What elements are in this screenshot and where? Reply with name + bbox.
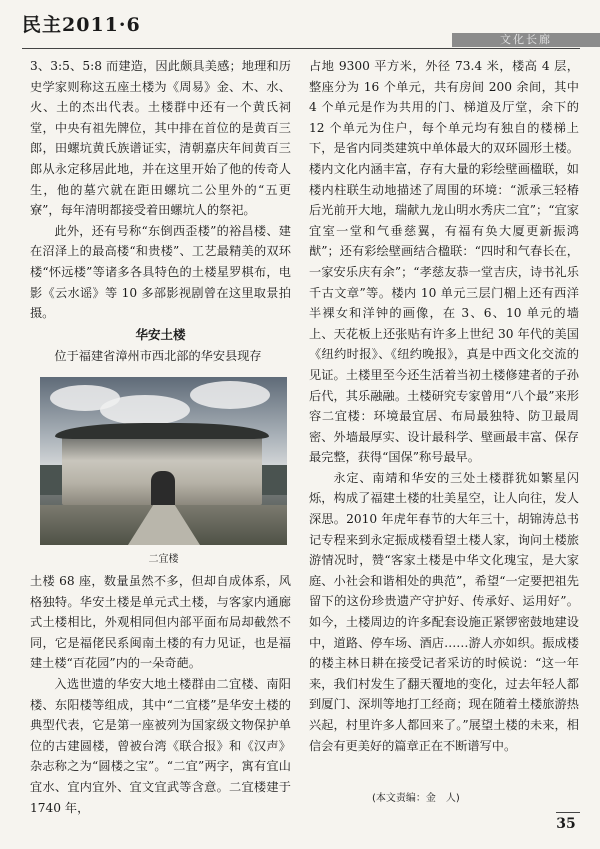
left-column-bottom — [30, 571, 291, 818]
paragraph: 入选世遗的华安大地土楼群由二宜楼、南阳楼、东阳楼等组成，其中“二宜楼”是华安土楼的典型代表，它是第一座被列为国家级文物保护单位的古建圆楼，曾被台湾《联合报》和《汉声》杂志称之为“圆楼之宝”。“二宜”两字，寓有宜山宜水、宜内宜外、宜文宜武等含意。二宜楼建于 1740 年， — [30, 676, 291, 815]
paragraph: 3、3:5、5:8 而建造，因此颇具美感；地理和历史学家则称这五座土楼为《周易》金、木、水、火、土的杰出代表。土楼群中还有一个黄氏祠堂，中央有祖先牌位，其中排在首位的是黄百三郎，田螺坑黄氏族谱证实，清朝嘉庆年间黄百三郎从永定移居此地，并在这里开始了他的传奇人生，他的墓穴就在距田螺坑二公里外的“五更寮”，每年清明都接受着田螺坑人的祭祀。 — [30, 59, 291, 218]
magazine-masthead: 民主2011·6 — [22, 14, 141, 36]
paragraph: 位于福建省漳州市西北部的华安县现存 — [54, 349, 262, 363]
photo-caption: 二宜楼 — [148, 554, 179, 565]
paragraph: 土楼 68 座，数量虽然不多，但却自成体系，风格独特。华安土楼是单元式土楼，与客家内通廊式土楼相比，外观相同但内部平面布局却截然不同，它是福佬民系闽南土楼的有力见证，也是福建土楼“百花园”内的一朵奇葩。 — [30, 574, 291, 671]
page-number: 35 — [556, 816, 576, 832]
editor-credit: (本文责编：金 人) — [372, 793, 460, 804]
paragraph: 此外，还有号称“东倒西歪楼”的裕昌楼、建在沼泽上的最高楼“和贵楼”、工艺最精美的双环楼“怀远楼”等诸多各具特色的土楼星罗棋布，电影《云水谣》等 10 多部影视剧曾在这里取景拍摄。 — [30, 223, 291, 321]
paragraph: 占地 9300 平方米，外径 73.4 米，楼高 4 层，整座分为 16 个单元，共有房间 200 余间，其中 4 个单元是作为共用的门、梯道及厅堂，余下的 12 个单元为住户，每个单元均有独自的楼梯上下，是省内同类建筑中单体最大的双环圆形土楼。楼内文化内涵丰富，存有大量的彩绘壁画楹联，如楼内柱联生动地描述了周围的环境：“派承三轻椿后光前开大地，瑞献九龙山明水秀庆二宜”；“宜家宜室一堂和气垂慈翼，有福有奂大厦更新振鸿猷”；还有彩绘壁画结合楹联：“四时和气春长在，一家安乐庆有余”；“孝慈友恭一堂吉庆，诗书礼乐千古文章”等。楼内 10 单元三层门楣上还有西洋半裸女和洋钟的画像，在 3、6、10 单元的墙上、天花板上还张贴有许多上世纪 30 年代的美国《纽约时报》、《纽约晚报》，真是中西文化交流的见证。土楼里至今还生活着当初土楼修建者的子孙后代，其乐融融。土楼研究专家曾用“八个最”来形容二宜楼：环境最宜居、布局最独特、防卫最周密、外墙最厚实、设计最科学、壁画最丰富、保存最完整，获得“国保”称号最早。 — [309, 59, 579, 465]
section-tab: 文化长廊 — [452, 33, 600, 47]
section-heading-huaan: 华安土楼 — [135, 327, 186, 342]
paragraph: 永定、南靖和华安的三处土楼群犹如繁星闪烁，构成了福建土楼的壮美星空，让人向往，发人深思。2010 年虎年春节的大年三十，胡锦涛总书记专程来到永定振成楼看望土楼人家，询问土楼旅游情况时，赞“客家土楼是中华文化瑰宝，是大家庭、小社会和谐相处的典范”，希望“一定要把祖先留下的这份珍贵遗产守护好、传承好、运用好”。如今，土楼周边的许多配套设施正紧锣密鼓地建设中，道路、停车场、酒店……游人亦如织。振成楼的楼主林日耕在接受记者采访的时候说：“这一年来，我们村发生了翻天覆地的变化，过去年轻人都到厦门、深圳等地打工经商；现在随着土楼旅游热兴起，村里许多人都回来了。”展望土楼的未来，相信会有更美好的篇章正在不断谱写中。 — [309, 470, 579, 753]
left-column-top — [30, 56, 291, 324]
footer-rule — [556, 812, 580, 813]
right-column — [309, 56, 579, 756]
intro-line — [30, 346, 291, 367]
eryi-building-photo — [40, 377, 287, 545]
header-rule — [22, 48, 580, 49]
page-header — [0, 0, 600, 46]
